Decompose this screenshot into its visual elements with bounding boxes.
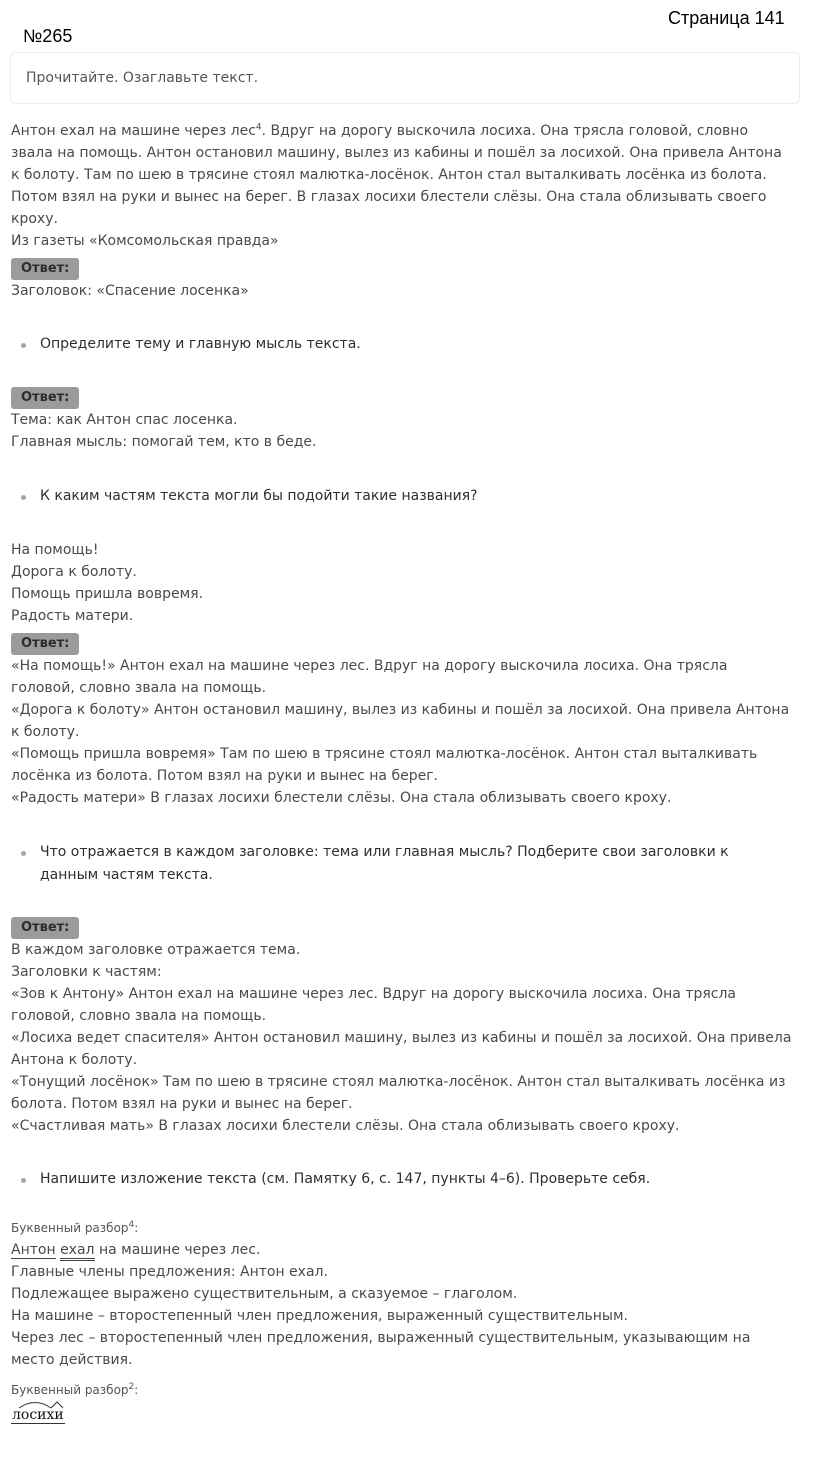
answer-2 [11,409,801,453]
subject-word: Антон [11,1242,56,1258]
answer-line: Заголовок: «Спасение лосенка» [11,283,249,299]
title-item: Дорога к болоту. [11,564,137,580]
question-text: данным частям текста. [40,867,213,883]
title-item: Помощь пришла вовремя. [11,586,204,602]
answer-badge: Ответ: [11,917,79,939]
question-text: К каким частям текста могли бы подойти такие названия? [40,488,478,504]
title-item: На помощь! [11,542,99,558]
answer-badge: Ответ: [11,633,79,655]
root-arc-icon [11,1399,75,1409]
answer-line: Главная мысль: помогай тем, кто в беде. [11,434,317,450]
question-text: Напишите изложение текста (см. Памятку 6, с. 147, пункты 4–6). Проверьте себя. [40,1171,651,1187]
answer-line: болота. Потом взял на руки и вынес на берег. [11,1096,353,1112]
answer-line: «Помощь пришла вовремя» Там по шею в трясине стоял малютка-лосёнок. Антон стал выталкивать [11,746,758,762]
question-text: Определите тему и главную мысль текста. [40,336,361,352]
answer-4 [11,939,801,1137]
parse-mark: 4 [128,1220,135,1230]
answer-line: Заголовки к частям: [11,964,162,980]
parse-line: Подлежащее выражено существительным, а сказуемое – глаголом. [11,1286,518,1302]
parse-line: Через лес – второстепенный член предложения, выраженный существительным, указывающим на [11,1330,751,1346]
predicate-word: ехал [60,1242,94,1261]
answer-line: «Зов к Антону» Антон ехал на машине через лес. Вдруг на дорогу выскочила лосиха. Она трясла [11,986,737,1002]
answer-line: головой, словно звала на помощь. [11,680,267,696]
scheme-word: лосихи [12,1407,64,1423]
answer-line: «Тонущий лосёнок» Там по шею в трясине стоял малютка-лосёнок. Антон стал выталкивать лосёнка из [11,1074,786,1090]
parse-label-4: Буквенный разбор$^4$: [11,1220,139,1235]
parse-sentence: Антон ехал на машине через лес. [11,1239,801,1261]
question-4 [11,1168,801,1191]
question-text: Что отражается в каждом заголовке: тема или главная мысль? Подберите свои заголовки к [40,844,729,860]
source-line: звала на помощь. Антон остановил машину, вылез из кабины и пошёл за лосихой. Она привела Антона [11,145,782,161]
answer-line: «Радость матери» В глазах лосихи блестели слёзы. Она стала облизывать своего кроху. [11,790,672,806]
parse-line: Главные члены предложения: Антон ехал. [11,1264,328,1280]
word-scheme-row [11,1405,801,1424]
source-attribution: Из газеты «Комсомольская правда» [11,233,279,249]
source-line: кроху. [11,211,58,227]
answer-line: «На помощь!» Антон ехал на машине через лес. Вдруг на дорогу выскочила лосиха. Она трясла [11,658,728,674]
answer-line: «Счастливая мать» В глазах лосихи блестели слёзы. Она стала облизывать своего кроху. [11,1118,680,1134]
task-text: Прочитайте. Озаглавьте текст. [26,70,259,86]
word-scheme [11,1405,65,1424]
title-item: Радость матери. [11,608,134,624]
page-label: Страница 141 [668,8,785,28]
answer-line: В каждом заголовке отражается тема. [11,942,301,958]
task-box [10,52,800,104]
question-3 [11,841,801,887]
parse-4 [11,1239,801,1371]
parse-line: место действия. [11,1352,133,1368]
answer-3 [11,655,801,809]
source-line: к болоту. Там по шею в трясине стоял малютка-лосёнок. Антон стал выталкивать лосёнка из болота. [11,167,767,183]
source-text [11,120,801,252]
answer-badge: Ответ: [11,387,79,409]
question-2 [11,485,801,508]
answer-line: «Дорога к болоту» Антон остановил машину, вылез из кабины и пошёл за лосихой. Она привела Антона [11,702,790,718]
source-line: Потом взял на руки и вынес на берег. В глазах лосихи блестели слёзы. Она стала облизывать своего [11,189,767,205]
footnote-mark: 4 [255,122,262,133]
answer-line: к болоту. [11,724,80,740]
parse-line: На машине – второстепенный член предложения, выраженный существительным. [11,1308,628,1324]
answer-badge: Ответ: [11,258,79,280]
source-line: Антон ехал на машине через лес$^4$. Вдруг на дорогу выскочила лосиха. Она трясла головой, словно [11,122,749,139]
content [11,120,801,1424]
answer-line: головой, словно звала на помощь. [11,1008,267,1024]
answer-line: Тема: как Антон спас лосенка. [11,412,238,428]
parse-mark: 2 [128,1382,135,1392]
answer-1 [11,280,801,302]
question-1 [11,333,801,356]
answer-line: лосёнка из болота. Потом взял на руки и вынес на берег. [11,768,439,784]
answer-line: «Лосиха ведет спасителя» Антон остановил машину, вылез из кабины и пошёл за лосихой. Она привела [11,1030,792,1046]
parse-label-2: Буквенный разбор$^2$: [11,1382,139,1397]
exercise-number: №265 [23,26,73,46]
titles-list [11,539,801,627]
answer-line: Антона к болоту. [11,1052,138,1068]
